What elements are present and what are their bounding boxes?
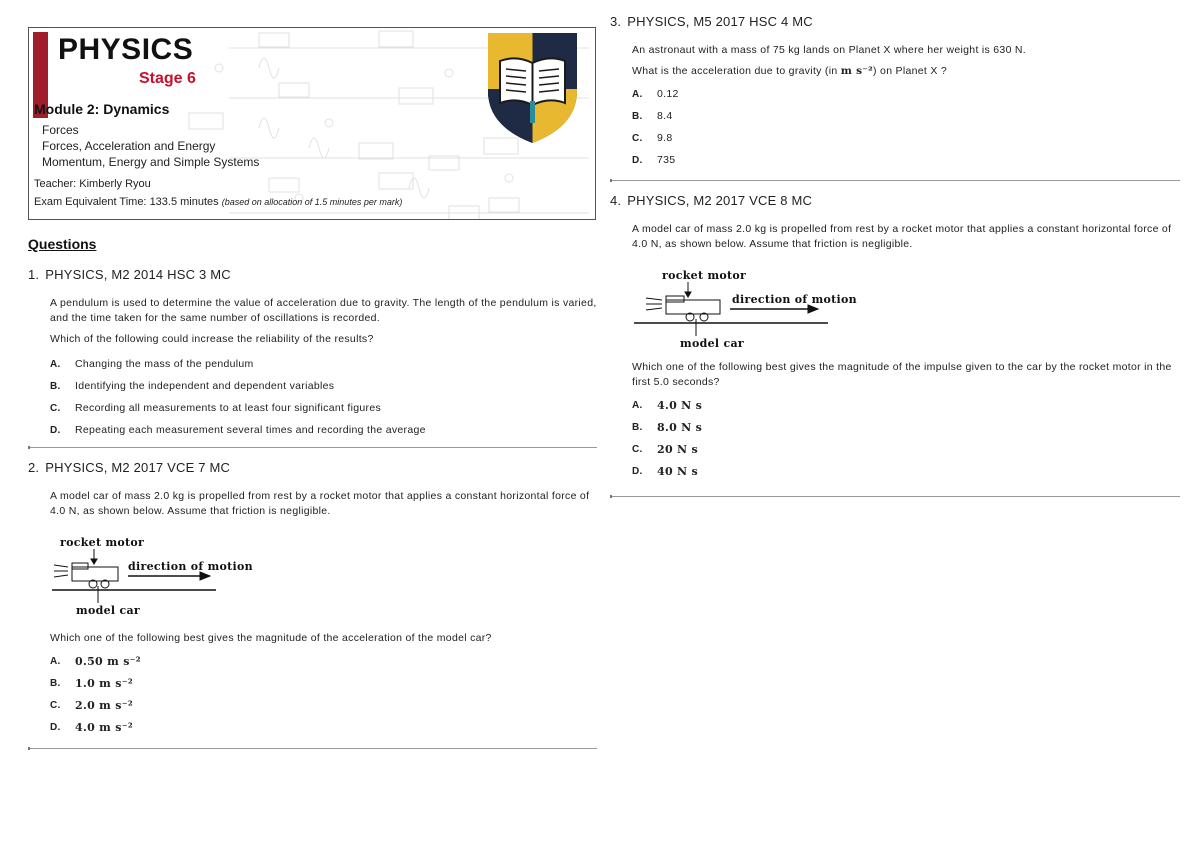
question-number: 3. bbox=[610, 14, 622, 29]
option-a[interactable] bbox=[50, 650, 598, 672]
exam-time-line bbox=[34, 196, 402, 208]
option-a[interactable] bbox=[632, 394, 1182, 416]
option-b[interactable] bbox=[632, 105, 1182, 127]
model-car-label: model car bbox=[76, 604, 140, 617]
option-text: 8.4 bbox=[657, 109, 673, 122]
option-letter: C. bbox=[50, 402, 61, 414]
option-letter: C. bbox=[632, 132, 643, 144]
option-letter: D. bbox=[50, 721, 61, 733]
question-divider bbox=[28, 447, 597, 448]
option-letter: D. bbox=[632, 465, 643, 477]
option-text: Changing the mass of the pendulum bbox=[75, 357, 254, 370]
option-letter: C. bbox=[50, 699, 61, 711]
option-text: 2.0 m s⁻² bbox=[75, 698, 133, 712]
option-d[interactable] bbox=[632, 149, 1182, 171]
option-text: 4.0 N s bbox=[657, 398, 703, 412]
option-text: 4.0 m s⁻² bbox=[75, 720, 133, 734]
question-1 bbox=[28, 267, 598, 441]
direction-of-motion-label: direction of motion bbox=[732, 293, 857, 306]
rocket-car-diagram bbox=[632, 264, 857, 354]
option-text: Identifying the independent and dependent variables bbox=[75, 379, 335, 392]
option-text: 0.12 bbox=[657, 87, 679, 100]
teacher-name: Kimberly Ryou bbox=[79, 178, 151, 190]
question-prompt: Which of the following could increase the reliability of the results? bbox=[50, 333, 374, 345]
question-divider bbox=[610, 496, 1180, 497]
option-letter: D. bbox=[50, 424, 61, 436]
teacher-label: Teacher: bbox=[34, 178, 77, 190]
time-value: 133.5 minutes bbox=[149, 196, 219, 208]
option-letter: A. bbox=[632, 399, 643, 411]
option-letter: B. bbox=[50, 677, 61, 689]
topic-list bbox=[42, 122, 259, 170]
option-b[interactable] bbox=[632, 416, 1182, 438]
question-3 bbox=[610, 14, 1182, 171]
option-text: Recording all measurements to at least four significant figures bbox=[75, 401, 382, 414]
option-letter: D. bbox=[632, 154, 643, 166]
prompt-text: ) on Planet X ? bbox=[873, 65, 948, 77]
option-text: 1.0 m s⁻² bbox=[75, 676, 133, 690]
question-stem: An astronaut with a mass of 75 kg lands on Planet X where her weight is 630 N. bbox=[632, 44, 1027, 56]
model-car-label: model car bbox=[680, 337, 744, 350]
option-list bbox=[632, 394, 1182, 482]
option-list bbox=[50, 650, 598, 738]
module-title: Module 2: Dynamics bbox=[34, 101, 170, 117]
option-b[interactable] bbox=[50, 672, 598, 694]
subject-title: PHYSICS bbox=[58, 33, 194, 66]
question-body bbox=[50, 296, 598, 441]
option-text: 735 bbox=[657, 153, 676, 166]
option-text: Repeating each measurement several times and recording the average bbox=[75, 423, 426, 436]
option-b[interactable] bbox=[50, 375, 598, 397]
option-text: 20 N s bbox=[657, 442, 699, 456]
question-source: PHYSICS, M5 2017 HSC 4 MC bbox=[627, 14, 813, 29]
school-crest-icon bbox=[486, 31, 579, 145]
option-text: 40 N s bbox=[657, 464, 699, 478]
option-d[interactable] bbox=[50, 419, 598, 441]
option-letter: A. bbox=[50, 358, 61, 370]
option-a[interactable] bbox=[632, 83, 1182, 105]
direction-of-motion-label: direction of motion bbox=[128, 560, 253, 573]
question-divider bbox=[28, 748, 597, 749]
option-c[interactable] bbox=[50, 694, 598, 716]
option-letter: B. bbox=[50, 380, 61, 392]
rocket-motor-label: rocket motor bbox=[662, 269, 747, 282]
prompt-text: What is the acceleration due to gravity (in bbox=[632, 65, 838, 77]
worksheet-header bbox=[28, 27, 596, 220]
option-text: 8.0 N s bbox=[657, 420, 703, 434]
option-letter: B. bbox=[632, 110, 643, 122]
question-stem: A pendulum is used to determine the value of acceleration due to gravity. The length of the pendulum is varied, and the time taken for the same number of oscillations is recorded. bbox=[50, 297, 597, 324]
option-letter: A. bbox=[632, 88, 643, 100]
question-title bbox=[610, 193, 1182, 208]
question-number: 4. bbox=[610, 193, 622, 208]
option-letter: A. bbox=[50, 655, 61, 667]
topic-item: Forces, Acceleration and Energy bbox=[42, 139, 216, 153]
question-number: 1. bbox=[28, 267, 40, 282]
option-a[interactable] bbox=[50, 353, 598, 375]
option-list bbox=[50, 353, 598, 441]
prompt-unit: m s⁻² bbox=[840, 65, 874, 77]
option-c[interactable] bbox=[632, 438, 1182, 460]
topic-item: Momentum, Energy and Simple Systems bbox=[42, 155, 260, 169]
time-label: Exam Equivalent Time: bbox=[34, 196, 147, 208]
question-source: PHYSICS, M2 2017 VCE 7 MC bbox=[45, 460, 231, 475]
topic-item: Forces bbox=[42, 123, 79, 137]
question-title bbox=[28, 460, 598, 475]
option-list bbox=[632, 83, 1182, 171]
question-body bbox=[632, 222, 1182, 482]
option-d[interactable] bbox=[632, 460, 1182, 482]
question-stem: A model car of mass 2.0 kg is propelled from rest by a rocket motor that applies a constant horizontal force of 4.0 N, as shown below. Assume that friction is negligible. bbox=[632, 223, 1172, 250]
question-divider bbox=[610, 180, 1180, 181]
questions-heading: Questions bbox=[28, 236, 97, 252]
question-4 bbox=[610, 193, 1182, 482]
teacher-line bbox=[34, 178, 151, 190]
option-d[interactable] bbox=[50, 716, 598, 738]
question-prompt bbox=[632, 64, 1182, 79]
stage-label: Stage 6 bbox=[139, 70, 196, 87]
question-stem: A model car of mass 2.0 kg is propelled from rest by a rocket motor that applies a constant horizontal force of 4.0 N, as shown below. Assume that friction is negligible. bbox=[50, 490, 590, 517]
question-body bbox=[50, 489, 598, 738]
option-text: 0.50 m s⁻² bbox=[75, 654, 141, 668]
option-letter: B. bbox=[632, 421, 643, 433]
question-prompt: Which one of the following best gives the magnitude of the acceleration of the model car? bbox=[50, 632, 492, 644]
question-prompt: Which one of the following best gives the magnitude of the impulse given to the car by the rocket motor in the first 5.0 seconds? bbox=[632, 361, 1172, 388]
time-note: (based on allocation of 1.5 minutes per mark) bbox=[221, 197, 403, 207]
question-title bbox=[28, 267, 598, 282]
option-letter: C. bbox=[632, 443, 643, 455]
question-body bbox=[632, 43, 1182, 171]
question-title bbox=[610, 14, 1182, 29]
question-number: 2. bbox=[28, 460, 40, 475]
question-2 bbox=[28, 460, 598, 738]
question-source: PHYSICS, M2 2017 VCE 8 MC bbox=[627, 193, 813, 208]
option-text: 9.8 bbox=[657, 131, 673, 144]
rocket-motor-label: rocket motor bbox=[60, 536, 145, 549]
rocket-car-diagram bbox=[50, 531, 253, 621]
option-c[interactable] bbox=[50, 397, 598, 419]
question-source: PHYSICS, M2 2014 HSC 3 MC bbox=[45, 267, 231, 282]
option-c[interactable] bbox=[632, 127, 1182, 149]
